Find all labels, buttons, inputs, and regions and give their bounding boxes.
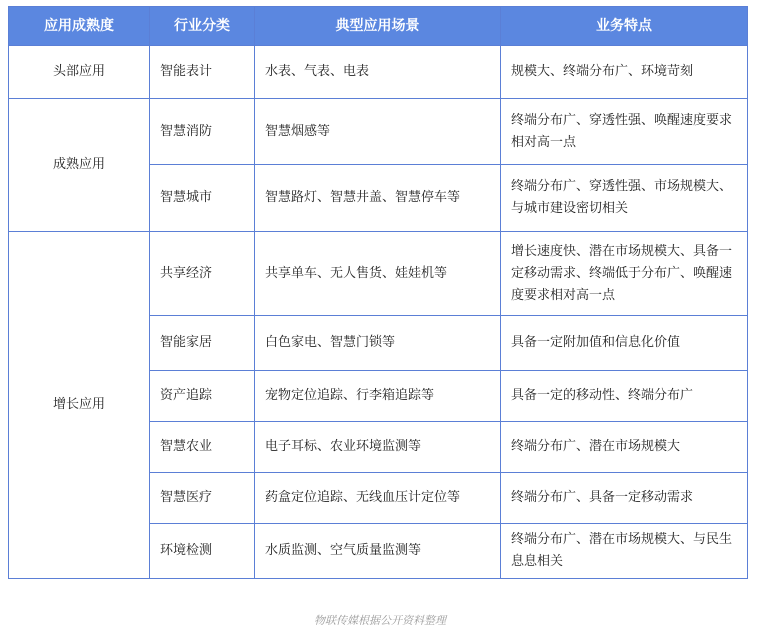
industry-cell: 智慧农业: [150, 422, 255, 473]
features-cell: 具备一定附加值和信息化价值: [501, 316, 748, 371]
source-note: 物联传媒根据公开资料整理: [314, 614, 446, 627]
industry-cell: 共享经济: [150, 232, 255, 316]
scenario-cell: 宠物定位追踪、行李箱追踪等: [255, 371, 501, 422]
header-maturity: 应用成熟度: [9, 7, 150, 46]
scenario-cell: 白色家电、智慧门锁等: [255, 316, 501, 371]
nb-iot-application-table: [8, 6, 748, 579]
features-cell: 终端分布广、穿透性强、唤醒速度要求相对高一点: [501, 99, 748, 165]
scenario-cell: 共享单车、无人售货、娃娃机等: [255, 232, 501, 316]
features-cell: 终端分布广、穿透性强、市场规模大、与城市建设密切相关: [501, 165, 748, 232]
features-cell: 具备一定的移动性、终端分布广: [501, 371, 748, 422]
table-row: [9, 232, 748, 316]
scenario-cell: 水表、气表、电表: [255, 46, 501, 99]
industry-cell: 智慧消防: [150, 99, 255, 165]
features-cell: 增长速度快、潜在市场规模大、具备一定移动需求、终端低于分布广、唤醒速度要求相对高一点: [501, 232, 748, 316]
maturity-cell: 增长应用: [9, 232, 150, 579]
features-cell: 终端分布广、具备一定移动需求: [501, 473, 748, 524]
table-header-row: [9, 7, 748, 46]
maturity-cell: 成熟应用: [9, 99, 150, 232]
industry-cell: 资产追踪: [150, 371, 255, 422]
industry-cell: 智能家居: [150, 316, 255, 371]
features-cell: 规模大、终端分布广、环境苛刻: [501, 46, 748, 99]
scenario-cell: 水质监测、空气质量监测等: [255, 524, 501, 579]
industry-cell: 环境检测: [150, 524, 255, 579]
industry-cell: 智能表计: [150, 46, 255, 99]
maturity-cell: 头部应用: [9, 46, 150, 99]
scenario-cell: 电子耳标、农业环境监测等: [255, 422, 501, 473]
header-features: 业务特点: [501, 7, 748, 46]
scenario-cell: 智慧路灯、智慧井盖、智慧停车等: [255, 165, 501, 232]
scenario-cell: 智慧烟感等: [255, 99, 501, 165]
table-row: [9, 46, 748, 99]
industry-cell: 智慧医疗: [150, 473, 255, 524]
header-industry: 行业分类: [150, 7, 255, 46]
header-scenario: 典型应用场景: [255, 7, 501, 46]
features-cell: 终端分布广、潜在市场规模大、与民生息息相关: [501, 524, 748, 579]
industry-cell: 智慧城市: [150, 165, 255, 232]
scenario-cell: 药盒定位追踪、无线血压计定位等: [255, 473, 501, 524]
features-cell: 终端分布广、潜在市场规模大: [501, 422, 748, 473]
table-row: [9, 99, 748, 165]
